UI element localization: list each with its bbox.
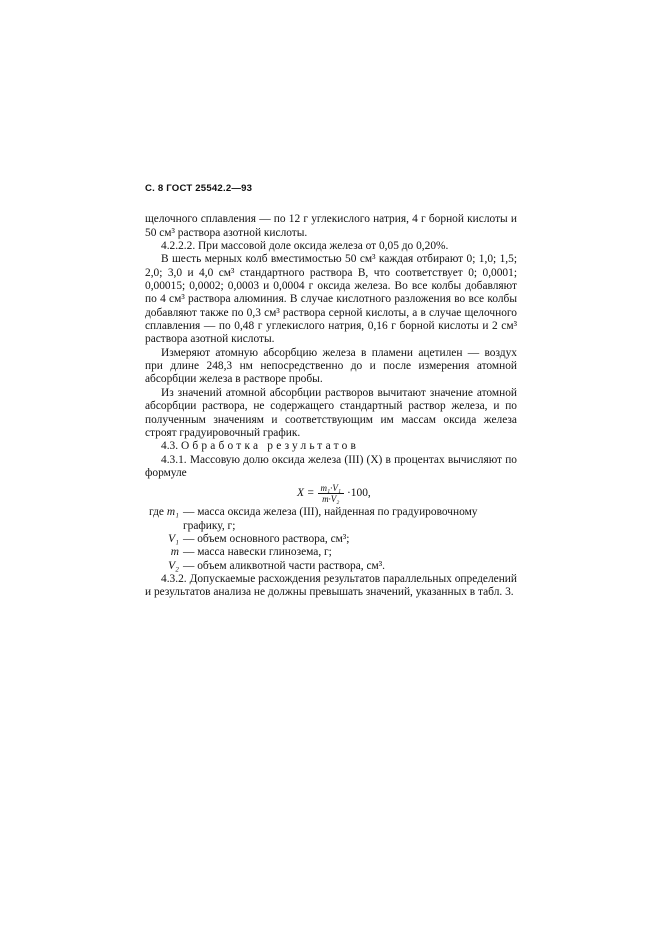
clause-4-3-2 — [145, 573, 517, 600]
formula-lhs: X = — [297, 486, 315, 499]
formula-denominator: m·V₂ — [322, 493, 340, 504]
definition-item — [145, 560, 517, 573]
definition-text: — объем аликвотной части раствора, см³. — [183, 559, 385, 572]
clause-text: При массовой доле оксида железа от 0,05 до 0,20%. — [198, 240, 449, 253]
section-title: Обработка результатов — [180, 440, 360, 453]
definition-symbol: V₂ — [168, 559, 179, 572]
document-page — [145, 182, 517, 600]
definition-item — [145, 546, 517, 559]
section-number: 4.3. — [161, 440, 179, 453]
definition-symbol: V₁ — [168, 532, 179, 545]
paragraph-procedure: В шесть мерных колб вместимостью 50 см³ каждая отбирают 0; 1,0; 1,5; 2,0; 3,0 и 4,0 см³ стандартного раствора В, что соответствует 0; 0,0001; 0,00015; 0,0002; 0,0003 и 0,0004 г оксида железа. Во все колбы добавляют по 4 см³ раствора алюминия. В случае кислотного разложения во все колбы добавляют также по 0,3 см³ раствора серной кислоты, а в случае щелочного сплавления — по 0,48 г углекислого натрия, 0,16 г борной кислоты и 2 см³ раствора азотной кислоты. — [145, 253, 517, 346]
paragraph-measurement: Измеряют атомную абсорбцию железа в пламени ацетилен — воздух при длине 248,3 нм непосредственно до и после измерения атомной абсорбции железа в растворе пробы. — [145, 346, 517, 386]
definition-text: — масса навески глинозема, г; — [183, 546, 332, 559]
definition-symbol: m — [170, 546, 179, 559]
clause-4-2-2-2 — [145, 240, 517, 253]
paragraph-continuation: щелочного сплавления — по 12 г углекислого натрия, 4 г борной кислоты и 50 см³ раствора азотной кислоты. — [145, 213, 517, 239]
clause-number: 4.3.1. — [161, 453, 187, 466]
formula-fraction — [318, 483, 345, 504]
definition-text: — масса оксида железа (III), найденная по градуировочному графику, г; — [183, 506, 478, 532]
clause-number: 4.2.2.2. — [161, 240, 196, 253]
definition-item — [145, 506, 517, 533]
clause-4-3-1 — [145, 454, 517, 481]
clause-text: Допускаемые расхождения результатов параллельных определений и результатов анализа не должны превышать значений, указанных в табл. 3. — [145, 572, 517, 599]
paragraph-calibration: Из значений атомной абсорбции растворов вычитают значение атомной абсорбции раствора, не содержащего стандартный раствор железа, и по полученным значениям и соответствующим им массам оксида железа строят градуировочный график. — [145, 386, 517, 439]
definition-symbol: m₁ — [166, 506, 179, 519]
definitions-list — [145, 506, 517, 573]
formula — [145, 480, 517, 506]
definition-lead: где — [148, 506, 164, 519]
page-number: С. 8 — [145, 183, 164, 194]
formula-factor: ·100, — [347, 486, 371, 499]
section-heading-4-3 — [145, 440, 517, 453]
standard-id: ГОСТ 25542.2—93 — [166, 183, 253, 194]
page-header — [145, 182, 517, 195]
definition-text: — объем основного раствора, см³; — [183, 532, 350, 545]
clause-text: Массовую долю оксида железа (III) (X) в процентах вычисляют по формуле — [145, 453, 517, 479]
formula-numerator: m₁·V₁ — [318, 483, 345, 494]
clause-number: 4.3.2. — [161, 572, 187, 585]
definition-item — [145, 533, 517, 546]
